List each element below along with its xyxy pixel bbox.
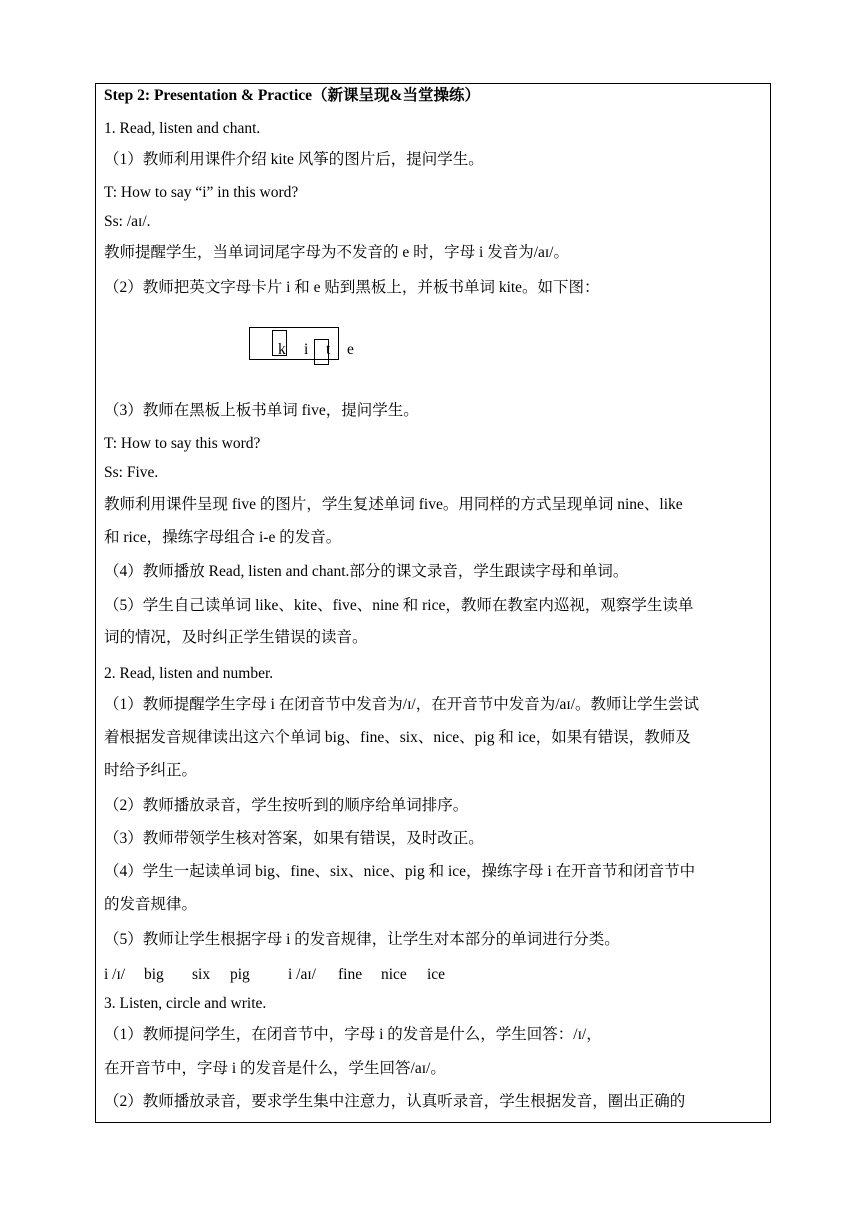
paragraph-line: 着根据发音规律读出这六个单词 big、fine、six、nice、pig 和 ice，如果有错误，教师及 (104, 729, 691, 746)
section-read-listen-chant: 1. Read, listen and chant. (104, 120, 261, 137)
dialogue-teacher: T: How to say this word? (104, 435, 261, 452)
paragraph-line: （3）教师带领学生核对答案，如果有错误，及时改正。 (104, 830, 484, 847)
phonics-item: six (192, 966, 211, 983)
paragraph-line: 在开音节中，字母 i 的发音是什么，学生回答/aɪ/。 (104, 1060, 446, 1077)
paragraph-line: （4）教师播放 Read, listen and chant.部分的课文录音，学生跟读字母和单词。 (104, 563, 629, 580)
dialogue-students: Ss: /aɪ/. (104, 213, 151, 230)
paragraph-line: （2）教师把英文字母卡片 i 和 e 贴到黑板上，并板书单词 kite。如下图： (104, 279, 600, 296)
phonics-classification-row (104, 965, 445, 985)
paragraph-line: 的发音规律。 (104, 896, 198, 913)
paragraph-line: 时给予纠正。 (104, 762, 198, 779)
section-listen-circle-write: 3. Listen, circle and write. (104, 995, 267, 1012)
paragraph-line: （1）教师提问学生，在闭音节中，字母 i 的发音是什么，学生回答：/ɪ/， (104, 1026, 602, 1043)
paragraph-line: （5）学生自己读单词 like、kite、five、nine 和 rice，教师在教室内巡视，观察学生读单 (104, 597, 694, 614)
lesson-plan-table (95, 83, 771, 1123)
step-heading: Step 2: Presentation & Practice（新课呈现&当堂操练） (104, 87, 480, 104)
dialogue-teacher: T: How to say “i” in this word? (104, 184, 299, 201)
paragraph-line: （4）学生一起读单词 big、fine、six、nice、pig 和 ice，操练字母 i 在开音节和闭音节中 (104, 863, 696, 880)
paragraph-line: 和 rice，操练字母组合 i-e 的发音。 (104, 529, 342, 546)
paragraph-line: （2）教师播放录音，学生按听到的顺序给单词排序。 (104, 797, 469, 814)
dialogue-students: Ss: Five. (104, 464, 159, 481)
paragraph-line: （1）教师提醒学生字母 i 在闭音节中发音为/ɪ/，在开音节中发音为/aɪ/。教师让学生尝试 (104, 696, 700, 713)
section-read-listen-number: 2. Read, listen and number. (104, 665, 274, 682)
paragraph-line: 词的情况，及时纠正学生错误的读音。 (104, 629, 368, 646)
card-letter: e (347, 341, 354, 358)
paragraph-line: （5）教师让学生根据字母 i 的发音规律，让学生对本部分的单词进行分类。 (104, 931, 620, 948)
phonics-item: fine (338, 966, 363, 983)
card-letter: i (304, 341, 309, 358)
paragraph-line: （1）教师利用课件介绍 kite 风筝的图片后，提问学生。 (104, 151, 484, 168)
paragraph-line: 教师利用课件呈现 five 的图片，学生复述单词 five。用同样的方式呈现单词 nine、like (104, 496, 683, 513)
kite-letter-cards-diagram (249, 327, 369, 367)
card-letter: k (278, 341, 286, 358)
phonics-item: big (144, 966, 164, 983)
paragraph-line: （3）教师在黑板上板书单词 five，提问学生。 (104, 402, 419, 419)
paragraph-line: 教师提醒学生，当单词词尾字母为不发音的 e 时，字母 i 发音为/aɪ/。 (104, 244, 569, 261)
phonics-item: pig (230, 966, 250, 983)
phonics-item: i /aɪ/ (288, 966, 316, 983)
phonics-item: ice (427, 966, 446, 983)
paragraph-line: （2）教师播放录音，要求学生集中注意力，认真听录音，学生根据发音，圈出正确的 (104, 1093, 686, 1110)
phonics-item: nice (381, 966, 407, 983)
phonics-item: i /ɪ/ (104, 966, 126, 983)
card-letter: t (326, 341, 331, 358)
